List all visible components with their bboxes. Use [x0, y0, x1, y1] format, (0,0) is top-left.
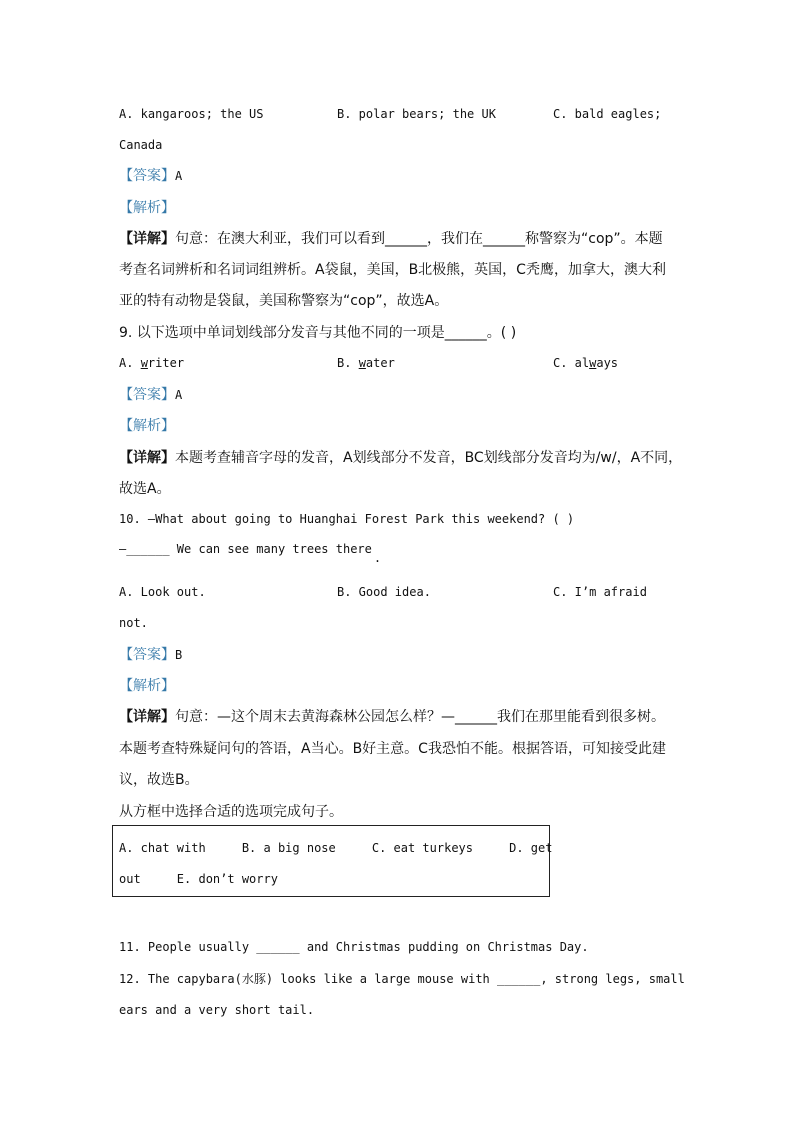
- detail-tag: 【详解】: [119, 231, 175, 247]
- q10-detail-line-3: 议，故选B。: [119, 772, 199, 788]
- q9-analysis-tag: 【解析】: [119, 418, 175, 434]
- q9-option-b: B. water: [337, 356, 395, 370]
- q9-option-c: C. always: [553, 356, 619, 370]
- q10-detail-line-1: 【详解】句意：—这个周末去黄海森林公园怎么样？—______我们在那里能看到很多树。: [119, 709, 665, 725]
- section-instruction: 从方框中选择合适的选项完成句子。: [119, 804, 343, 820]
- q8-detail-line-3: 亚的特有动物是袋鼠，美国称警察为“cop”，故选A。: [119, 293, 449, 309]
- word-bank-line-1: A. chat with B. a big nose C. eat turkeys D. get: [119, 841, 553, 855]
- q8-analysis-tag: 【解析】: [119, 200, 175, 216]
- q9-detail-line-2: 故选A。: [119, 481, 171, 497]
- q8-option-c-continued: Canada: [119, 138, 163, 152]
- q10-stem: 10. —What about going to Huanghai Forest Park this weekend? ( ): [119, 512, 575, 526]
- q9-stem: 9. 以下选项中单词划线部分发音与其他不同的一项是______。( ): [119, 325, 517, 341]
- q8-detail-line-1: 【详解】句意：在澳大利亚，我们可以看到______，我们在______称警察为“cop”。本题: [119, 231, 663, 247]
- q10-analysis-tag: 【解析】: [119, 678, 175, 694]
- q9-detail-line-1: 【详解】本题考查辅音字母的发音，A划线部分不发音，BC划线部分发音均为/w/，A不同，: [119, 450, 683, 466]
- answer-tag: 【答案】: [119, 387, 175, 403]
- q9-options: [119, 356, 619, 370]
- q10-options: [119, 585, 647, 599]
- q8-detail-line-2: 考查名词辨析和名词词组辨析。A袋鼠，美国，B北极熊，英国，C秃鹰，加拿大，澳大利: [119, 262, 666, 278]
- answer-tag: 【答案】: [119, 168, 175, 184]
- q9-answer: [119, 384, 182, 404]
- q8-answer: [119, 165, 182, 185]
- q12-text-line-1: 12. The capybara(水豚) looks like a large mouse with ______, strong legs, small: [119, 972, 685, 986]
- q10-detail-line-2: 本题考查特殊疑问句的答语，A当心。B好主意。C我恐怕不能。根据答语，可知接受此建: [119, 741, 666, 757]
- q10-option-c-continued: not.: [119, 616, 148, 630]
- answer-tag: 【答案】: [119, 647, 175, 663]
- q10-line-2: —______ We can see many trees there.: [119, 542, 382, 565]
- answer-value: A: [175, 388, 183, 402]
- q10-option-b: B. Good idea.: [337, 585, 431, 599]
- q8-options: [119, 107, 662, 121]
- q10-option-a: A. Look out.: [119, 585, 206, 599]
- q10-option-c: C. I’m afraid: [553, 585, 647, 599]
- q11-text: 11. People usually ______ and Christmas pudding on Christmas Day.: [119, 940, 589, 954]
- word-bank-box: [112, 825, 553, 897]
- answer-value: A: [175, 169, 183, 183]
- q9-option-a: A. writer: [119, 356, 185, 370]
- q10-answer: [119, 644, 182, 664]
- q12-text-line-2: ears and a very short tail.: [119, 1003, 315, 1017]
- answer-value: B: [175, 648, 183, 662]
- word-bank-line-2: out E. don’t worry: [119, 872, 278, 886]
- detail-tag: 【详解】: [119, 450, 175, 466]
- q8-option-c: C. bald eagles;: [553, 107, 662, 121]
- q8-option-b: B. polar bears; the UK: [337, 107, 496, 121]
- detail-tag: 【详解】: [119, 709, 175, 725]
- q8-option-a: A. kangaroos; the US: [119, 107, 264, 121]
